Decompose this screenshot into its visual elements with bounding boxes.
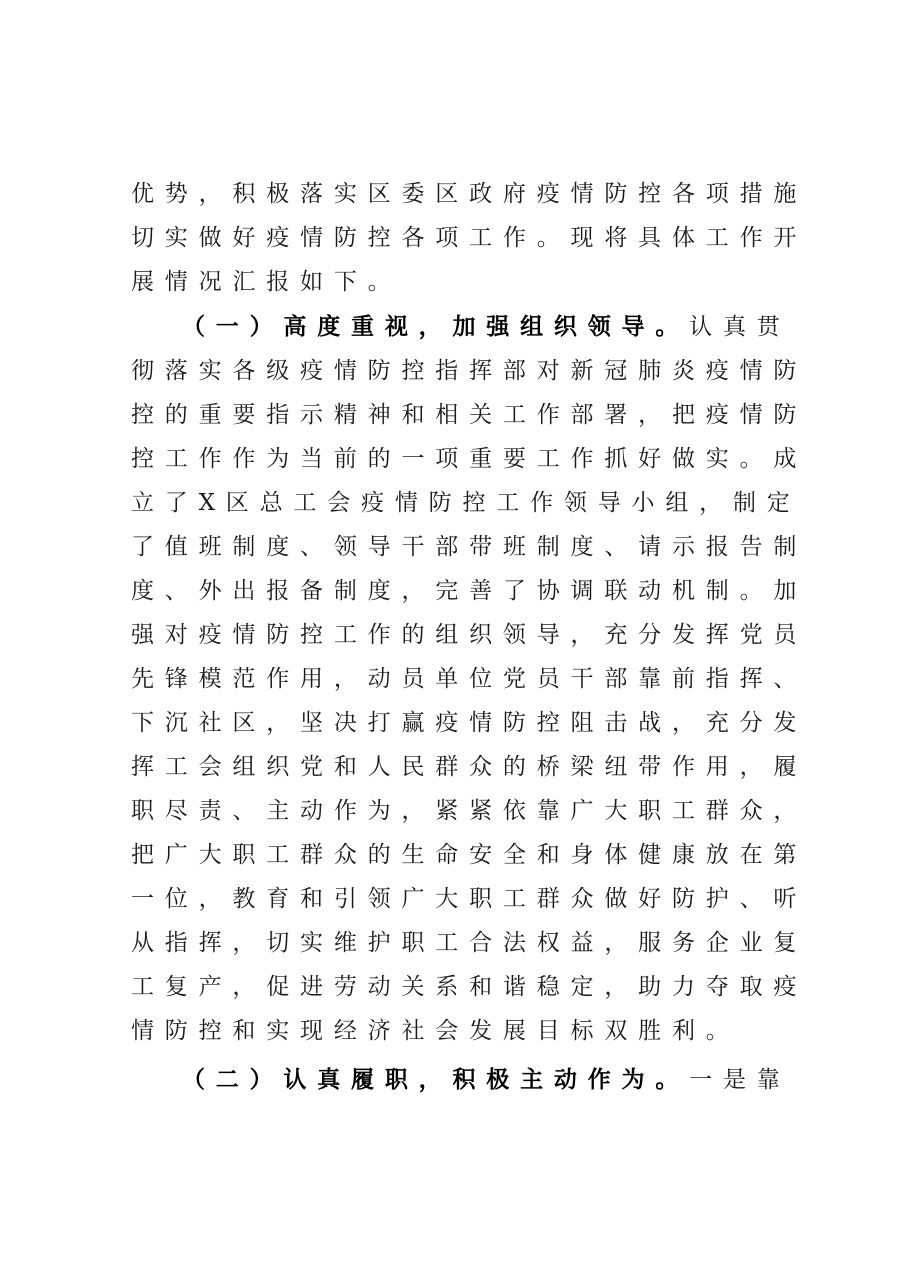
- body-text-inline: 一是靠: [689, 1067, 791, 1093]
- section-heading-line: [182, 1058, 791, 1102]
- body-text-line: 工复产，促进劳动关系和谐稳定，助力夺取疫: [131, 974, 808, 1000]
- body-text-line: 切实做好疫情防控各项工作。现将具体工作开: [131, 225, 808, 251]
- body-text-line: 立了X区总工会疫情防控工作领导小组，制定: [131, 490, 801, 516]
- body-text-line: 展情况汇报如下。: [131, 269, 402, 295]
- body-text-line: 度、外出报备制度，完善了协调联动机制。加: [131, 578, 808, 604]
- body-text-line: 彻落实各级疫情防控指挥部对新冠肺炎疫情防: [131, 358, 808, 384]
- body-text-line: 优势，积极落实区委区政府疫情防控各项措施: [131, 181, 808, 207]
- body-text-line: 先锋模范作用，动员单位党员干部靠前指挥、: [131, 666, 808, 692]
- section-heading: （二）认真履职，积极主动作为。: [182, 1067, 690, 1093]
- body-text-inline: 认真贯: [689, 314, 791, 340]
- body-text-line: 把广大职工群众的生命安全和身体健康放在第: [131, 842, 808, 868]
- body-text-line: 从指挥，切实维护职工合法权益，服务企业复: [131, 930, 808, 956]
- body-text-line: 情防控和实现经济社会发展目标双胜利。: [131, 1018, 740, 1044]
- body-text-line: 挥工会组织党和人民群众的桥梁纽带作用，履: [131, 754, 808, 780]
- body-text-line: 控工作作为当前的一项重要工作抓好做实。成: [131, 446, 808, 472]
- body-text-line: 控的重要指示精神和相关工作部署，把疫情防: [131, 402, 808, 428]
- body-text-line: 职尽责、主动作为，紧紧依靠广大职工群众，: [131, 798, 808, 824]
- body-text-line: 一位，教育和引领广大职工群众做好防护、听: [131, 886, 808, 912]
- body-text-line: 了值班制度、领导干部带班制度、请示报告制: [131, 534, 808, 560]
- section-heading: （一）高度重视，加强组织领导。: [182, 314, 690, 340]
- body-text-line: 强对疫情防控工作的组织领导，充分发挥党员: [131, 622, 808, 648]
- section-heading-line: [182, 305, 791, 349]
- body-text-line: 下沉社区，坚决打赢疫情防控阻击战，充分发: [131, 710, 808, 736]
